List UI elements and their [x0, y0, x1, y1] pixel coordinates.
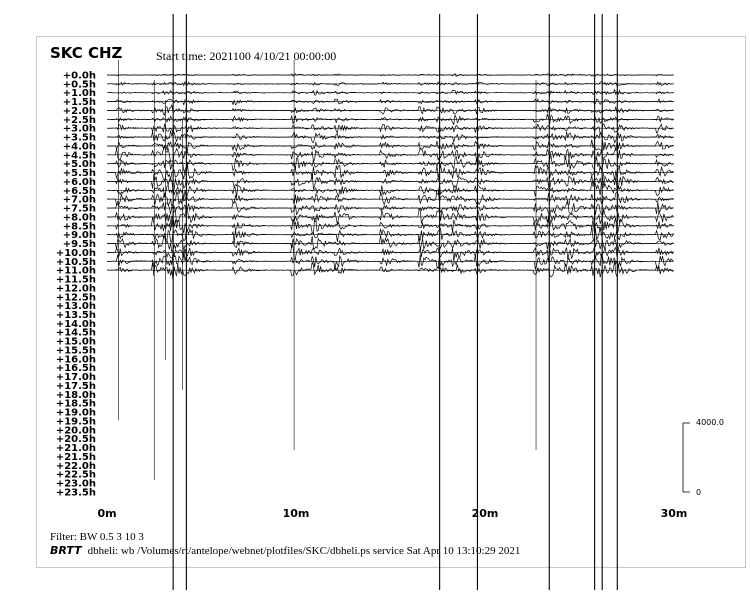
row-label: +23.0h [55, 478, 96, 490]
row-label: +3.5h [62, 132, 96, 144]
row-label: +8.5h [62, 221, 96, 233]
scale-bar-top-label: 4000.0 [696, 418, 724, 427]
footer-line [50, 544, 520, 557]
trace-row [107, 124, 673, 135]
row-label: +13.0h [55, 301, 96, 313]
row-label: +13.5h [55, 309, 96, 321]
x-tick-label: 10m [282, 507, 310, 520]
row-label: +12.5h [55, 292, 96, 304]
row-label: +18.5h [55, 398, 96, 410]
amplitude-scale-bar [683, 418, 724, 497]
row-label: +6.5h [62, 185, 96, 197]
row-label: +6.0h [62, 176, 96, 188]
row-labels [56, 71, 96, 499]
row-label: +16.0h [55, 354, 96, 366]
row-label: +5.0h [62, 159, 96, 171]
row-label: +10.5h [55, 256, 96, 268]
row-label: +19.5h [55, 416, 96, 428]
row-label: +2.0h [62, 105, 96, 117]
x-tick-label: 20m [471, 507, 499, 520]
row-label: +10.0h [55, 247, 96, 259]
trace-row [107, 174, 673, 191]
row-label: +11.0h [55, 265, 96, 277]
row-label: +20.5h [55, 434, 96, 446]
station-title: SKC CHZ [50, 44, 123, 62]
row-label: +7.0h [62, 194, 96, 206]
row-label: +14.5h [55, 327, 96, 339]
x-tick-label: 30m [660, 507, 688, 520]
trace-row [107, 90, 673, 96]
row-label: +1.5h [62, 97, 96, 109]
row-label: +15.0h [55, 336, 96, 348]
filter-label: Filter: BW 0.5 3 10 3 [50, 531, 144, 543]
row-label: +7.5h [62, 203, 96, 215]
row-label: +8.0h [62, 212, 96, 224]
row-label: +14.0h [55, 318, 96, 330]
row-label: +2.5h [62, 114, 96, 126]
row-label: +23.5h [55, 487, 96, 499]
row-label: +17.5h [55, 380, 96, 392]
row-label: +9.5h [62, 239, 96, 251]
row-label: +19.0h [55, 407, 96, 419]
row-label: +20.0h [55, 425, 96, 437]
row-label: +17.0h [55, 372, 96, 384]
row-label: +9.0h [62, 230, 96, 242]
row-label: +1.0h [62, 88, 96, 100]
trace-row [107, 146, 673, 162]
brtt-logo: BRTT [50, 544, 82, 557]
row-label: +4.0h [62, 141, 96, 153]
trace-row [107, 131, 673, 143]
x-tick-label: 0m [97, 507, 117, 520]
row-label: +18.0h [55, 389, 96, 401]
row-label: +0.5h [62, 79, 96, 91]
trace-row [107, 164, 673, 181]
row-label: +16.5h [55, 363, 96, 375]
row-label: +3.0h [62, 123, 96, 135]
row-label: +21.0h [55, 443, 96, 455]
row-label: +4.5h [62, 150, 96, 162]
row-label: +15.5h [55, 345, 96, 357]
row-label: +11.5h [55, 274, 96, 286]
row-label: +21.5h [55, 451, 96, 463]
command-line: dbheli: wb /Volumes/rt/antelope/webnet/plotfiles/SKC/dbheli.ps service Sat Apr 10 13:10:29 2021 [87, 545, 521, 557]
scale-bar-bottom-label: 0 [696, 488, 702, 497]
start-time-label: Start time: 2021100 4/10/21 00:00:00 [156, 49, 337, 63]
row-label: +0.0h [62, 70, 96, 82]
row-label: +12.0h [55, 283, 96, 295]
row-label: +22.0h [55, 460, 96, 472]
row-label: +5.5h [62, 168, 96, 180]
seismic-traces [107, 74, 673, 280]
trace-row [107, 139, 673, 150]
row-label: +22.5h [55, 469, 96, 481]
